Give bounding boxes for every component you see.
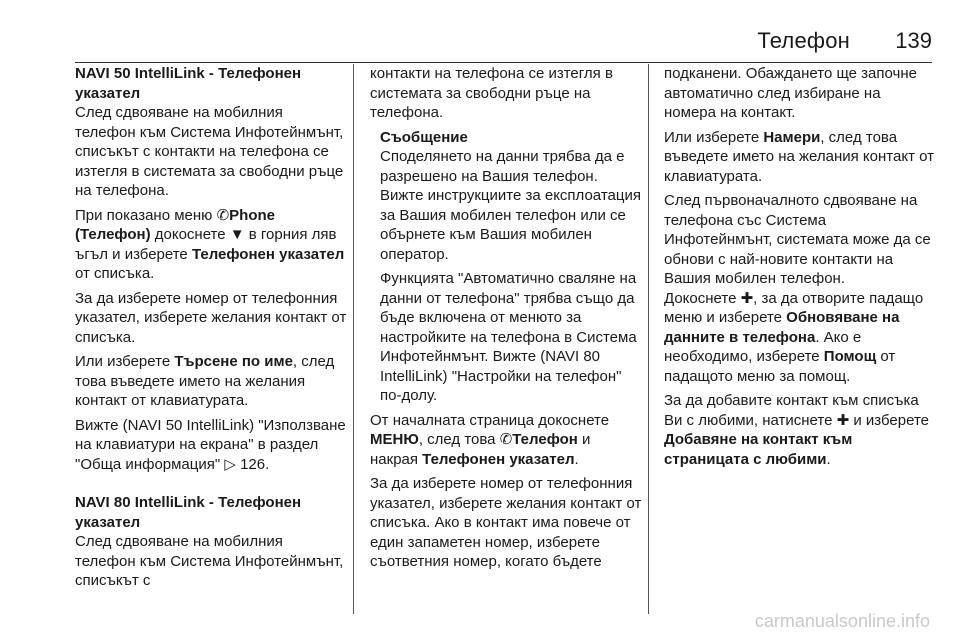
note-paragraph: Споделянето на данни трябва да е разрешено на Вашия телефон. Вижте инструкциите за експлоатация за Вашия мобилен телефон или се обърнете към Вашия мобилен оператор.	[380, 148, 641, 263]
header-rule	[75, 62, 932, 63]
plus-icon: ✚	[740, 289, 754, 307]
paragraph: След сдвояване на мобилния телефон към Система Инфотейнмънт, списъкът с	[75, 533, 344, 589]
paragraph: За да изберете номер от телефонния указател, изберете желания контакт от списъка.	[75, 289, 347, 346]
page-number: 139	[895, 28, 932, 53]
column-divider	[648, 64, 649, 614]
page-header	[0, 22, 960, 62]
paragraph: подканени. Обаждането ще започне автоматично след избиране на номера на контакт.	[664, 65, 917, 121]
paragraph: Докоснете ✚, за да отворите падащо меню и изберете Обновяване на данните в телефона. Ако е необходимо, изберете Помощ от падащото меню за помощ.	[664, 289, 924, 385]
paragraph: За да изберете номер от телефонния указател, изберете желания контакт от списъка. Ако в контакт има повече от един запаметен номер, изберете съответния номер, когато бъдете	[370, 475, 642, 570]
paragraph: При показано меню ✆Phone (Телефон) докоснете ▼ в горния ляв ъгъл и изберете Телефонен указател от списъка.	[75, 206, 345, 282]
paragraph: След сдвояване на мобилния телефон към Система Инфотейнмънт, списъкът с контакти на телефона се изтегля в системата за свободни ръце на телефона.	[75, 104, 344, 199]
column-divider	[353, 64, 354, 614]
note-box	[370, 128, 642, 406]
paragraph: Вижте (NAVI 50 IntelliLink) "Използване на клавиатури на екрана" в раздел "Обща информация" ▷ 126.	[75, 416, 346, 473]
column-3	[664, 64, 936, 474]
section-heading: NAVI 80 IntelliLink - Телефонен указател	[75, 494, 302, 531]
watermark: carmanualsonline.info	[754, 611, 930, 631]
paragraph: За да добавите контакт към списъка Ви с любими, натиснете ✚ и изберете Добавяне на контакт към страницата с любими.	[664, 392, 929, 468]
paragraph: От началната страница докоснете МЕНЮ, след това ✆Телефон и накрая Телефонен указател.	[370, 411, 610, 468]
column-2	[370, 64, 642, 577]
paragraph: Или изберете Намери, след това въведете името на желания контакт от клавиатурата.	[664, 128, 934, 185]
phone-icon: ✆	[216, 206, 230, 224]
note-title: Съобщение	[380, 128, 468, 146]
paragraph: контакти на телефона се изтегля в системата за свободни ръце на телефона.	[370, 65, 613, 121]
page-title: Телефон	[757, 28, 850, 53]
plus-icon: ✚	[836, 411, 850, 429]
section-heading: NAVI 50 IntelliLink - Телефонен указател	[75, 65, 302, 102]
phone-icon: ✆	[499, 431, 513, 448]
page-reference-icon: ▷	[224, 455, 236, 473]
column-1	[75, 64, 347, 596]
paragraph: След първоначалното сдвояване на телефона със Система Инфотейнмънт, системата може да се обнови с най-новите контакти на Вашия мобилен телефон.	[664, 192, 931, 287]
paragraph: Или изберете Търсене по име, след това въведете името на желания контакт от клавиатурата.	[75, 353, 335, 409]
note-paragraph: Функцията "Автоматично сваляне на данни от телефона" трябва също да бъде включена от менюто за настройките на телефона в Система Инфотейнмънт. Вижте (NAVI 80 IntelliLink) "Настройки на телефон" по-долу.	[380, 270, 637, 404]
